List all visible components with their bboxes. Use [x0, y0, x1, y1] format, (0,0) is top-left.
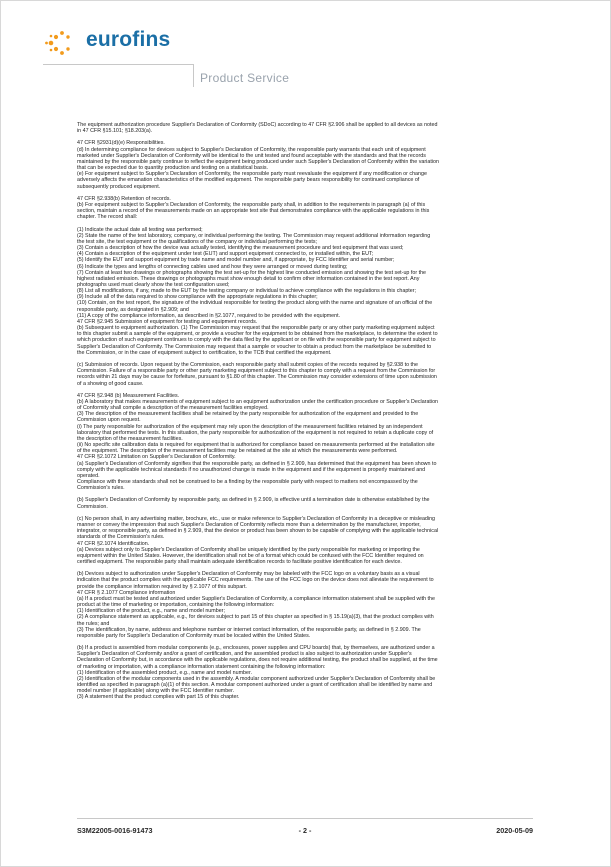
body-line: which production of such equipment continues to comply with the data filed by the applicant or on file with the responsible party for equipment subject to — [77, 337, 436, 344]
body-line: to this chapter submit a sample of the equipment, or provide a voucher for the equipment to be obtained from the marketplace, to determine the extent to — [77, 331, 438, 338]
body-line: 47 CFR §2.948 (b) Measurement Facilities. — [77, 392, 180, 399]
body-line: the Commission, or in the case of equipment subject to certification, to the TCB that certified the equipment. — [77, 349, 332, 356]
body-paragraph — [77, 516, 533, 565]
body-line: (a) If a product must be tested and authorized under Supplier's Declaration of Conformity, a compliance information statement shall be supplied with the — [77, 595, 435, 602]
document-body — [77, 122, 533, 707]
body-line: (5) Identify the EUT and support equipment by trade name and model number and, if appropriate, by FCC Identifier and serial number; — [77, 257, 395, 264]
body-line: of a showing of good cause. — [77, 380, 144, 387]
body-line: (c) Submission of records. Upon request by the Commission, each responsible party shall submit copies of the records required by §2.938 to the — [77, 362, 418, 369]
body-line: Commission upon request. — [77, 417, 141, 424]
body-paragraph — [77, 497, 533, 509]
body-line: 47 CFR §2.945 Submission of equipment for testing and equipment records. — [77, 318, 258, 325]
body-line: in 47 CFR §15.101; §18.203(a). — [77, 128, 153, 135]
body-line: (a) Devices subject only to Supplier's Declaration of Conformity shall be uniquely identified by the party responsible for marketing or importing the — [77, 546, 420, 553]
body-line: responsible party, as designated in §2.909; and — [77, 306, 189, 313]
body-line: (9) Include all of the data required to show compliance with the appropriate regulations in this chapter; — [77, 294, 318, 301]
page-number: - 2 - — [298, 826, 312, 835]
body-line: Supplier's Declaration of Conformity and/or a grant of certification, and the assembled product is also subject to authorization under Supplier's — [77, 651, 412, 658]
body-line: (ii) No specific site calibration data is required for equipment that is authorized for compliance based on measurements performed at the installation site — [77, 442, 435, 449]
body-line: (d) In determining compliance for devices subject to Supplier's Declaration of Conformity, the responsible party warrants that each unit of equipment — [77, 146, 426, 153]
body-line: records within 21 days may be cause for forfeiture, pursuant to §1.80 of this chapter. The Commission may consider extensions of time upon submission — [77, 374, 437, 381]
body-paragraph — [77, 140, 533, 189]
body-line: (b) Devices subject to authorization under Supplier's Declaration of Conformity may be labeled with the FCC logo on a voluntary basis as a visual — [77, 571, 420, 578]
body-line: (2) Identification of the modular components used in the assembly. A modular component authorized under Supplier's Declaration of Conformity shall be — [77, 675, 436, 682]
body-line: indication that the product complies with the applicable FCC requirements. The use of the FCC logo on the device does not alleviate the requirement to — [77, 577, 434, 584]
body-line: that can be expected due to quantity production and testing on a statistical basis. — [77, 165, 269, 172]
body-line: Supplier's Declaration of Conformity. The Commission may request that a sample or voucher to obtain a product from the marketplace be submitted to — [77, 343, 432, 350]
body-paragraph — [77, 571, 533, 639]
body-line: highest radiated emission. These drawings or photographs must show enough detail to confirm other information contained in the test report. Any — [77, 275, 420, 282]
body-paragraph — [77, 227, 533, 356]
body-line: (1) Indicate the actual date all testing was performed; — [77, 226, 203, 233]
body-line: 47 CFR §2.1072 Limitation on Supplier's Declaration of Conformity. — [77, 454, 236, 461]
body-line: (4) Contain a description of the equipment under test (EUT) and support equipment connected to, or installed within, the EUT; — [77, 251, 374, 258]
body-line: Compliance with these standards shall not be construed to be a finding by the responsible party with respect to matters not encompassed by the — [77, 478, 418, 485]
body-line: (3) Contain a description of how the device was actually tested, identifying the measurement procedure and test equipment that was used; — [77, 245, 404, 252]
body-line: Commission. — [77, 503, 108, 510]
body-line: (7) Contain at least two drawings or photographs showing the test set-up for the highest line conducted emission and showing the test set-up for the — [77, 269, 427, 276]
body-line: (b) Supplier's Declaration of Conformity by responsible party, as defined in § 2.909, is effective until a termination date is otherwise established by the — [77, 497, 430, 504]
body-line: Commission's rules. — [77, 485, 125, 492]
body-line: 47 CFR §2.1074 Identification. — [77, 540, 150, 547]
body-line: (1) Identification of the product, e.g., name and model number; — [77, 608, 225, 615]
body-line: (b) For equipment subject to Supplier's Declaration of Conformity, the responsible party shall, in addition to the requirements in paragraph (a) of this — [77, 202, 426, 208]
body-line: (3) The description of the measurement facilities shall be retained by the party responsible for authorization of the equipment and provided to the — [77, 411, 419, 418]
report-date: 2020-05-09 — [496, 826, 533, 835]
body-line: (8) List all modifications, if any, made to the EUT by the testing company or individual to achieve compliance with the regulations in this chapter; — [77, 288, 417, 295]
body-line: the description of the measurement facilities. — [77, 435, 183, 442]
body-line: (10) Contain, on the test report, the signature of the individual responsible for testing the product along with the name and signature of an official of the — [77, 300, 433, 307]
body-paragraph — [77, 645, 533, 700]
body-line: comply with the applicable technical standards if no unauthorized change is made in the equipment and if the equipment is properly maintained and — [77, 466, 426, 473]
body-line: chapter. The record shall: — [77, 214, 138, 221]
body-line: (3) A statement that the product complies with part 15 of this chapter. — [77, 694, 240, 701]
body-line: adversely affects the emanation characteristics of the modified equipment. The responsible party bears responsibility for continued compliance of — [77, 177, 420, 184]
body-line: Declaration of Conformity but, in accordance with the applicable regulations, does not require additional testing, the product shall be supplied, at the time — [77, 657, 438, 664]
body-line: laboratory that performed the tests. In this situation, the party responsible for authorization of the equipment is not required to retain a duplicate copy of — [77, 429, 434, 436]
page-header — [28, 22, 588, 86]
body-line: 47 CFR § 2.1077 Compliance information — [77, 589, 176, 596]
body-paragraph — [77, 196, 533, 221]
body-line: photographs used must clearly show the test configuration used; — [77, 282, 230, 289]
page-footer — [77, 818, 533, 837]
body-line: (6) Indicate the types and lengths of connecting cables used and how they were arranged or moved during testing; — [77, 263, 348, 270]
body-line: (2) A compliance statement as applicable, e.g., for devices subject to part 15 of this chapter as specified in § 15.19(a)(3), that the product complies with — [77, 614, 434, 621]
body-line: (11) A copy of the compliance information, as described in §2.1077, required to be provided with the equipment. — [77, 312, 341, 319]
body-line: (b) Subsequent to equipment authorization. (1) The Commission may request that the responsible party or any other party marketing equipment subject — [77, 325, 435, 332]
eurofins-logo-icon — [44, 28, 80, 58]
body-line: maintained by the responsible party continue to reflect the equipment being produced under such Supplier's Declaration of Conformity within the variation — [77, 158, 439, 165]
body-line: subsequently produced equipment. — [77, 183, 161, 190]
body-line: (3) The identification, by name, address and telephone number or internet contact information, of the responsible party, as defined in § 2.909. The — [77, 626, 421, 633]
body-line: (e) For equipment subject to Supplier's Declaration of Conformity, the responsible party must reevaluate the equipment if any modification or change — [77, 171, 427, 178]
body-paragraph — [77, 393, 533, 492]
body-line: product at the time of marketing or importation, containing the following information: — [77, 602, 275, 609]
body-line: model number (if applicable) along with the FCC Identifier number. — [77, 688, 235, 695]
body-line: provide the compliance information required by § 2.1077 of this subpart. — [77, 583, 247, 590]
body-line: marketed under Supplier's Declaration of Conformity will be identical to the unit tested and found acceptable with the standards and that the records — [77, 152, 426, 159]
brand-name: eurofins — [86, 28, 171, 51]
body-line: operated. — [77, 472, 100, 479]
body-line: responsible party for Supplier's Declaration of Conformity must be located within the United States. — [77, 632, 311, 639]
body-line: Commission. Failure of a responsible party or other party marketing equipment subject to this chapter to comply with a request from the Commission for — [77, 368, 436, 375]
body-line: (2) State the name of the test laboratory, company, or individual performing the testing. The Commission may request additional information regarding — [77, 232, 431, 239]
body-line: the test site, the test equipment or the qualifications of the company or individual performing the tests; — [77, 238, 318, 245]
body-line: integrator, or responsible party, as defined in § 2.909, that the device or product has been shown to be capable of complying with the applicable technical — [77, 528, 439, 535]
body-line: (a) Supplier's Declaration of Conformity signifies that the responsible party, as defined in § 2.909, has determined that the equipment has been shown to — [77, 460, 437, 467]
body-line: (c) No person shall, in any advertising matter, brochure, etc., use or make reference to Supplier's Declaration of Conformity in a deceptive or misleading — [77, 515, 436, 522]
body-line: (i) The party responsible for authorization of the equipment may rely upon the description of the measurement facilities retained by an independent — [77, 423, 423, 430]
header-subtitle: Product Service — [200, 71, 290, 85]
body-line: (b) If a product is assembled from modular components (e.g., enclosures, power supplies and CPU boards) that, by themselves, are authorized under a — [77, 645, 435, 652]
body-line: The equipment authorization procedure Supplier's Declaration of Conformity (SDoC) according to 47 CFR §2.906 shall be applied to all devices as noted — [77, 122, 438, 128]
body-line: 47 CFR §2.938(b) Retention of records. — [77, 195, 171, 202]
header-divider — [43, 64, 194, 87]
body-line: (b) A laboratory that makes measurements of equipment subject to an equipment authorization under the certification procedure or Supplier's Declaration — [77, 398, 439, 405]
body-paragraph — [77, 122, 533, 134]
body-line: identified as specified in paragraph (a)(1) of this section. A modular component authorized under a grant of certification shall be identified by name and — [77, 682, 433, 689]
body-line: of marketing or importation, with a compliance information statement containing the following information: — [77, 663, 326, 670]
body-line: standards of the Commission's rules. — [77, 534, 165, 541]
body-line: of Conformity shall compile a description of the measurement facilities employed. — [77, 405, 269, 412]
body-line: manner or convey the impression that such Supplier's Declaration of Conformity reflects more than a determination by the manufacturer, importer, — [77, 522, 421, 529]
body-line: 47 CFR §2931(d)(e) Responsibilities. — [77, 140, 165, 147]
body-line: certified equipment. The responsible party shall maintain adequate identification records to facilitate positive identification for each device. — [77, 558, 402, 565]
body-line: section, maintain a record of the measurements made on an appropriate test site that demonstrates compliance with the applicable regulations in this — [77, 208, 430, 215]
body-line: the rules; and — [77, 620, 110, 627]
body-line: of the equipment. The description of the measurement facilities may be retained at the site at which the measurements were performed. — [77, 448, 398, 455]
body-line: (1) Identification of the assembled product, e.g., name and model number. — [77, 669, 252, 676]
report-number: S3M22005-0016-91473 — [77, 826, 153, 835]
body-paragraph — [77, 362, 533, 387]
body-line: equipment within the United States. However, the identification shall not be of a format which could be confused with the FCC Identifier required on — [77, 552, 424, 559]
